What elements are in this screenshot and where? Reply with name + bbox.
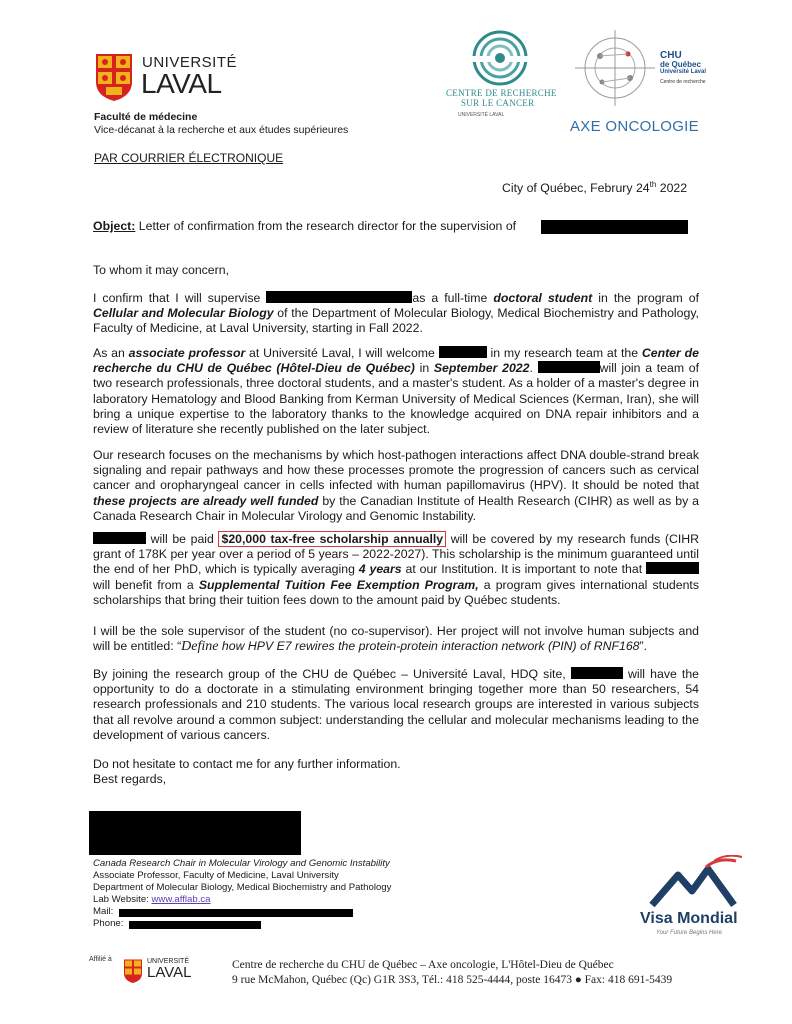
p2-d: in my research team at the: [490, 346, 642, 360]
date-suffix: th: [649, 180, 657, 189]
sig-title: Associate Professor, Faculty of Medicine, Laval University: [93, 870, 339, 881]
mountain-icon: [648, 855, 748, 910]
date-year: 2022: [656, 181, 688, 196]
closing-line: Do not hesitate to contact me for any further information.: [93, 757, 401, 771]
chu-logo: [570, 28, 710, 138]
p1-d: in the program of: [592, 291, 699, 305]
p6-a: By joining the research group of the CHU de Québec – Université Laval, HDQ site,: [93, 667, 566, 681]
univ-label-2: LAVAL: [141, 68, 222, 99]
redacted-phone: [129, 921, 261, 929]
phone-label: Phone:: [93, 918, 124, 929]
p4-g: Supplemental Tuition Fee Exemption Program,: [198, 577, 479, 592]
p2-c: at Université Laval, I will welcome: [245, 346, 435, 360]
paragraph-3: [93, 448, 699, 524]
p2-e: Center de recherche du CHU de Québec (Hôtel-Dieu de Québec): [93, 346, 699, 376]
scholarship-highlight: $20,000 tax-free scholarship annually: [218, 531, 446, 547]
sig-dept: Department of Molecular Biology, Medical Biochemistry and Pathology: [93, 882, 392, 893]
object-text: Letter of confirmation from the research director for the supervision of: [135, 219, 517, 233]
p6-b: will have the opportunity to do a doctorate in a stimulating environment bringing together more than 50 researchers, 54 research professionals and 210 students. The various local research groups are interested in various subjects that all revolve around a common subject: understanding the cellular and molecular mechanisms leading to the development of various cancers.: [93, 667, 700, 742]
redacted-name: [571, 667, 623, 679]
p4-h: a program gives international students scholarships that bring their tuition fees down to the amount paid by Québec students.: [93, 577, 699, 607]
redacted-name: [439, 346, 487, 358]
delivery-method: PAR COURRIER ÉLECTRONIQUE: [94, 151, 284, 165]
p5-c: how HPV E7 rewires the protein-protein interaction network (PIN) of RNF168: [218, 639, 640, 654]
univ-label-1: UNIVERSITÉ: [142, 54, 238, 71]
redacted-name: [266, 291, 412, 303]
redacted-name: [538, 361, 600, 373]
p2-h: .: [529, 361, 533, 376]
redacted-name: [93, 532, 146, 544]
p3-a: Our research focuses on the mechanisms by which host-pathogen interactions affect DNA double-strand break signaling and repair pathways and how these processes promote the progression of cancers such as cervical cancer and oropharyngeal cancer in cells infected with human papillomavirus (HPV). It should be noted that: [93, 448, 699, 493]
p4-f: will benefit from a: [93, 577, 199, 592]
paragraph-4: [93, 532, 699, 608]
visa-mondial-name: Visa Mondial: [640, 910, 738, 927]
paragraph-1: [93, 291, 699, 337]
footer-line1: Centre de recherche du CHU de Québec – Axe oncologie, L'Hôtel-Dieu de Québec: [232, 959, 614, 971]
p2-f: in: [414, 361, 434, 376]
p2-i: will join a team of two research professionals, three doctoral students, and a master's student. As a holder of a master's degree in laboratory Hematology and Blood Banking from Kerman University of Medical Sciences (Kerman, Iran), she will bring a unique expertise to the laboratory thanks to the knowledge acquired on DNA repair inhibitors and a review of literature she recently published on the later subject.: [93, 361, 700, 437]
sig-chair: Canada Research Chair in Molecular Virology and Genomic Instability: [93, 858, 390, 869]
chu-line2: de Québec: [660, 60, 701, 69]
object-line: [93, 219, 516, 233]
visa-mondial-logo: [630, 855, 760, 945]
p5-d: ”.: [639, 639, 648, 654]
p5-b: Define: [181, 639, 219, 655]
object-label: Object:: [93, 219, 136, 233]
lab-website-link[interactable]: www.afflab.ca: [151, 894, 211, 905]
p5-a: I will be the sole supervisor of the student (no co-supervisor). Her project will not involve human subjects and will be entitled: “: [93, 624, 699, 654]
vice-dean: Vice-décanat à la recherche et aux études supérieures: [94, 124, 349, 136]
signature-block: [93, 858, 391, 930]
crc-line2: SUR LE CANCER: [461, 98, 535, 108]
chu-line3: Université Laval: [660, 69, 707, 75]
p4-a: will be paid: [150, 532, 219, 546]
mail-label: Mail:: [93, 906, 114, 917]
footer-univ-2: LAVAL: [147, 964, 192, 981]
laval-crest-icon: [94, 52, 134, 102]
footer-laval-crest-icon: [123, 958, 143, 984]
p3-b: these projects are already well funded: [93, 493, 319, 508]
p1-b: as a full-time: [412, 291, 494, 305]
p1-f: of the Department of Molecular Biology, Medical Biochemistry and Pathology, Faculty of Medicine, at Laval University, starting in Fall 2022.: [93, 306, 699, 336]
axe-oncologie: AXE ONCOLOGIE: [570, 118, 699, 135]
p4-d: 4 years: [358, 562, 402, 577]
paragraph-6: [93, 667, 699, 743]
p1-a: I confirm that I will supervise: [93, 291, 261, 305]
redacted-name: [541, 220, 688, 234]
molecule-network-icon: [570, 28, 660, 108]
redacted-name: [646, 562, 699, 574]
letter-date: [502, 180, 687, 195]
salutation: To whom it may concern,: [93, 263, 229, 277]
p1-e: Cellular and Molecular Biology: [93, 306, 274, 321]
chu-line4: Centre de recherche: [660, 79, 706, 85]
regards: Best regards,: [93, 772, 167, 786]
chu-line1: CHU: [660, 50, 682, 61]
redacted-mail: [119, 909, 353, 917]
p4-c: will be covered by my research funds (CIHR grant of 178K per year over a period of 5 years – 2022-2027). This scholarship is the minimum guaranteed until the end of her PhD, which is typically averaging: [93, 532, 700, 577]
lab-label: Lab Website:: [93, 894, 152, 905]
footer-univ-1: UNIVERSITÉ: [147, 958, 190, 965]
crc-line1: CENTRE DE RECHERCHE: [446, 88, 557, 98]
paragraph-2: [93, 346, 699, 437]
p2-a: As an: [93, 346, 129, 360]
visa-mondial-tagline: Your Future Begins Here: [656, 930, 723, 936]
laval-logo: [94, 52, 244, 104]
redacted-signature: [89, 811, 301, 855]
footer-line2: 9 rue McMahon, Québec (Qc) G1R 3S3, Tél.: 418 525-4444, poste 16473 ● Fax: 418 691-5439: [232, 974, 673, 986]
footer-affil: Affilié à: [89, 956, 112, 963]
crc-logo: [440, 28, 558, 123]
faculty: Faculté de médecine: [94, 111, 198, 123]
p2-g: September 2022: [433, 361, 530, 376]
date-prefix: City of Québec, Februry 24: [502, 181, 650, 196]
crc-small-univ: UNIVERSITÉ LAVAL: [458, 112, 505, 118]
crc-spiral-icon: [468, 28, 532, 88]
p2-b: associate professor: [128, 346, 246, 360]
paragraph-5: [93, 624, 699, 654]
sig-lab: [93, 894, 391, 906]
p4-e: at our Institution. It is important to note that: [401, 562, 643, 577]
p3-c: by the Canadian Institute of Health Research (CIHR) as well as by a Canada Research Chair in Molecular Virology and Genomic Instability.: [93, 493, 699, 523]
p1-c: doctoral student: [493, 291, 593, 305]
